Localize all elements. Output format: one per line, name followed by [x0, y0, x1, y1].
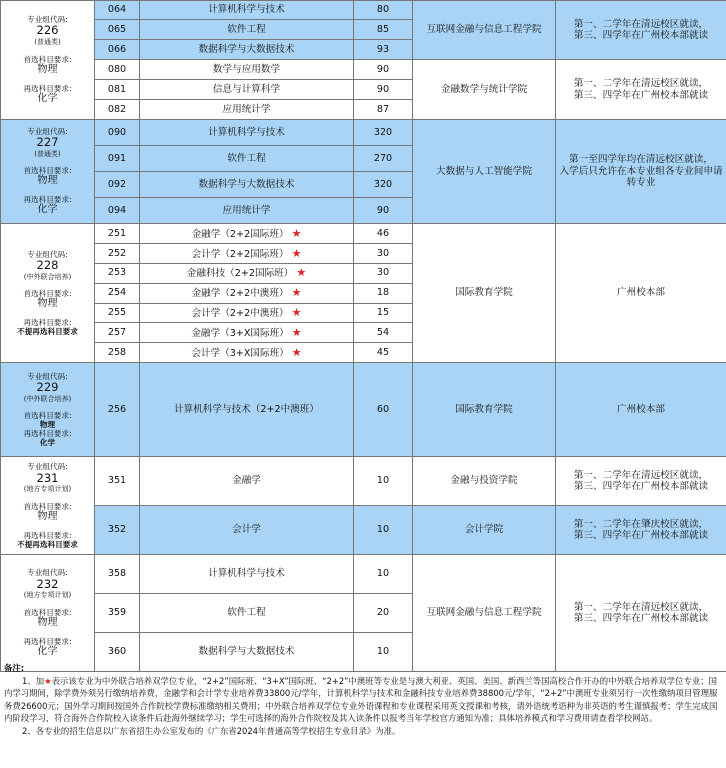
table-row: 258 会计学（3+X国际班） ★ 45 [1, 343, 726, 363]
table-row: 091 软件工程 270 [1, 146, 726, 172]
table-row: 082 应用统计学 87 [1, 100, 726, 120]
group-code: 229 [36, 379, 59, 394]
campus-cell: 广州校本部 [556, 363, 726, 457]
table-row: 094 应用统计学 90 [1, 198, 726, 224]
group-code: 231 [36, 470, 59, 485]
group-cell-226: 专业组代码: 226 (普通类) 首选科目要求: 物理 再选科目要求: 化学 [1, 1, 95, 120]
campus-cell: 广州校本部 [556, 224, 726, 363]
college-cell: 会计学院 [413, 506, 556, 555]
campus-cell: 第一、二学年在清远校区就读， 第三、四学年在广州校本部就读 [556, 1, 726, 60]
college-cell: 金融与投资学院 [413, 457, 556, 506]
table-row: 专业组代码: 232 (地方专项计划) 首选科目要求: 物理 再选科目要求: 化学 358 计算机科学与技术 10 互联网金融与信息工程学院 第一、二学年在清远校区就读， 第三、四学年在广州校本部就读 [1, 555, 726, 594]
table-row: 352 会计学 10 会计学院 第一、二学年在肇庆校区就读， 第三、四学年在广州校本部就读 [1, 506, 726, 555]
star-icon: ★ [291, 286, 302, 300]
table-row: 专业组代码: 229 (中外联合培养) 首选科目要求: 物理 再选科目要求: 化学 256 计算机科学与技术（2+2中澳班） 60 国际教育学院 广州校本部 [1, 363, 726, 457]
table-row: 专业组代码: 227 (普通类) 首选科目要求: 物理 再选科目要求: 化学 090 计算机科学与技术 320 大数据与人工智能学院 第一至四学年均在清远校区就读， 入学后只允许在本专业组各专业间申请转专业 [1, 120, 726, 146]
group-code: 228 [36, 257, 59, 272]
group-cell-227: 专业组代码: 227 (普通类) 首选科目要求: 物理 再选科目要求: 化学 [1, 120, 95, 224]
table-row: 253 金融科技（2+2国际班） ★ 30 [1, 263, 726, 283]
notes-section [0, 662, 726, 768]
table-row: 359 软件工程 20 [1, 594, 726, 633]
group-code: 226 [36, 23, 59, 38]
star-icon: ★ [291, 246, 302, 260]
table-row: 255 会计学（2+2中澳班） ★ 15 [1, 303, 726, 323]
star-icon: ★ [291, 306, 302, 320]
group-cell-232: 专业组代码: 232 (地方专项计划) 首选科目要求: 物理 再选科目要求: 化学 [1, 555, 95, 672]
star-icon: ★ [296, 266, 307, 280]
group-code: 232 [36, 576, 59, 591]
note-1: 1、加★表示该专业为中外联合培养双学位专业，“2+2”国际班、“3+X”国际班、“2+2”中澳班等专业是与澳大利亚、英国、美国、新西兰等国高校合作开办的中外联合培养双学位专业；国内学习期间，除学费外须另行缴纳培养费，金融学和会计学专业培养费33800元/学年，计算机科学与技术和金融科技专业培养费38800元/学年，“2+2”中澳班专业须另行一次性缴纳项目管理服务费26600元；国外学习期间按国外合作院校学费标准缴纳相关费用；中外联合培养双学位专业外语课程和专业课程采用英文授课和考核，请外语统考语种为非英语的考生谨慎报考；学生完成国内阶段学习，符合海外合作院校入读条件后赴海外继续学习；学生可选择的海外合作院校及其入读条件以报考当年学校官方通知为准；具体培养模式和学习费用请查看学校网站。 [4, 675, 718, 724]
table-row: 066 数据科学与大数据技术 93 [1, 40, 726, 60]
college-cell: 大数据与人工智能学院 [413, 120, 556, 224]
campus-cell: 第一、二学年在清远校区就读， 第三、四学年在广州校本部就读 [556, 555, 726, 672]
table-row: 254 金融学（2+2中澳班） ★ 18 [1, 283, 726, 303]
table-row: 360 数据科学与大数据技术 10 [1, 633, 726, 672]
group-cell-229: 专业组代码: 229 (中外联合培养) 首选科目要求: 物理 再选科目要求: 化学 [1, 363, 95, 457]
star-icon: ★ [291, 326, 302, 340]
campus-cell: 第一、二学年在清远校区就读， 第三、四学年在广州校本部就读 [556, 60, 726, 120]
star-icon: ★ [291, 346, 302, 360]
college-cell: 金融数学与统计学院 [413, 60, 556, 120]
campus-cell: 第一、二学年在清远校区就读， 第三、四学年在广州校本部就读 [556, 457, 726, 506]
table-row: 专业组代码: 231 (地方专项计划) 首选科目要求: 物理 再选科目要求: 不提再选科目要求 351 金融学 10 金融与投资学院 第一、二学年在清远校区就读， 第三、四学年在广州校本部就读 [1, 457, 726, 506]
table-row: 252 会计学（2+2国际班） ★ 30 [1, 243, 726, 263]
star-icon: ★ [44, 675, 52, 686]
table-row: 257 金融学（3+X国际班） ★ 54 [1, 323, 726, 343]
college-cell: 国际教育学院 [413, 224, 556, 363]
college-cell: 互联网金融与信息工程学院 [413, 555, 556, 672]
table-row: 092 数据科学与大数据技术 320 [1, 172, 726, 198]
note-2: 2、各专业的招生信息以广东省招生办公室发布的《广东省2024年普通高等学校招生专业目录》为准。 [22, 725, 401, 736]
group-code: 227 [36, 134, 59, 149]
college-cell: 国际教育学院 [413, 363, 556, 457]
campus-cell: 第一、二学年在肇庆校区就读， 第三、四学年在广州校本部就读 [556, 506, 726, 555]
campus-cell: 第一至四学年均在清远校区就读， 入学后只允许在本专业组各专业间申请转专业 [556, 120, 726, 224]
star-icon: ★ [291, 226, 302, 240]
table-row: 080 数学与应用数学 90 金融数学与统计学院 第一、二学年在清远校区就读， 第三、四学年在广州校本部就读 [1, 60, 726, 80]
group-cell-231: 专业组代码: 231 (地方专项计划) 首选科目要求: 物理 再选科目要求: 不提再选科目要求 [1, 457, 95, 555]
table-row: 专业组代码: 228 (中外联合培养) 首选科目要求: 物理 再选科目要求: 不提再选科目要求 251 金融学（2+2国际班） ★ 46 国际教育学院 广州校本部 [1, 224, 726, 244]
college-cell: 互联网金融与信息工程学院 [413, 1, 556, 60]
notes-title: 备注: [4, 663, 25, 673]
group-cell-228: 专业组代码: 228 (中外联合培养) 首选科目要求: 物理 再选科目要求: 不提再选科目要求 [1, 224, 95, 363]
table-row: 065 软件工程 85 [1, 20, 726, 40]
table-row: 081 信息与计算科学 90 [1, 80, 726, 100]
table-row: 专业组代码: 226 (普通类) 首选科目要求: 物理 再选科目要求: 化学 064 计算机科学与技术 80 互联网金融与信息工程学院 第一、二学年在清远校区就读， 第三、四学年在广州校本部就读 [1, 1, 726, 20]
